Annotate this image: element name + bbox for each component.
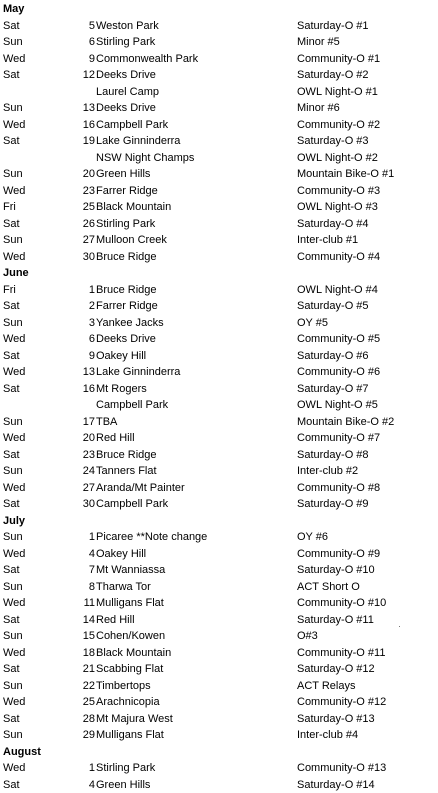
- month-heading: August: [0, 744, 438, 761]
- date-cell: 6: [76, 34, 95, 51]
- schedule-row: [0, 546, 438, 563]
- date-cell: 25: [76, 199, 95, 216]
- event-cell: Community-O #3: [297, 183, 380, 200]
- schedule-row: [0, 612, 438, 629]
- venue-cell: Arachnicopia: [96, 694, 160, 711]
- stray-mark: [399, 626, 400, 627]
- date-cell: 23: [76, 183, 95, 200]
- event-cell: OWL Night-O #5: [297, 397, 378, 414]
- event-cell: O#3: [297, 628, 318, 645]
- event-cell: Community-O #13: [297, 760, 386, 777]
- date-cell: 7: [76, 562, 95, 579]
- venue-cell: Green Hills: [96, 777, 150, 793]
- schedule-row: [0, 133, 438, 150]
- event-cell: Community-O #7: [297, 430, 380, 447]
- event-cell: Community-O #4: [297, 249, 380, 266]
- schedule-row: [0, 100, 438, 117]
- event-cell: Community-O #6: [297, 364, 380, 381]
- venue-cell: Oakey Hill: [96, 348, 146, 365]
- date-cell: 27: [76, 480, 95, 497]
- schedule-row: [0, 447, 438, 464]
- event-cell: OY #6: [297, 529, 328, 546]
- event-cell: Inter-club #2: [297, 463, 358, 480]
- day-cell: Sat: [3, 18, 20, 35]
- schedule-row: [0, 595, 438, 612]
- venue-cell: Mt Rogers: [96, 381, 147, 398]
- date-cell: 4: [76, 546, 95, 563]
- venue-cell: Farrer Ridge: [96, 298, 158, 315]
- date-cell: 17: [76, 414, 95, 431]
- day-cell: Wed: [3, 694, 25, 711]
- schedule-row: [0, 249, 438, 266]
- venue-cell: Black Mountain: [96, 199, 171, 216]
- venue-cell: Red Hill: [96, 430, 135, 447]
- venue-cell: Mt Majura West: [96, 711, 173, 728]
- schedule-row: [0, 67, 438, 84]
- date-cell: 12: [76, 67, 95, 84]
- schedule-row: [0, 777, 438, 793]
- venue-cell: Campbell Park: [96, 397, 168, 414]
- schedule-row: [0, 496, 438, 513]
- schedule-row: [0, 183, 438, 200]
- venue-cell: Lake Ginninderra: [96, 133, 180, 150]
- venue-cell: Campbell Park: [96, 117, 168, 134]
- date-cell: 26: [76, 216, 95, 233]
- date-cell: 25: [76, 694, 95, 711]
- venue-cell: Scabbing Flat: [96, 661, 163, 678]
- venue-cell: Mt Wanniassa: [96, 562, 165, 579]
- event-cell: OWL Night-O #2: [297, 150, 378, 167]
- venue-cell: TBA: [96, 414, 117, 431]
- schedule-row: [0, 579, 438, 596]
- venue-cell: Commonwealth Park: [96, 51, 198, 68]
- event-cell: Saturday-O #2: [297, 67, 369, 84]
- day-cell: Wed: [3, 364, 25, 381]
- date-cell: 1: [76, 282, 95, 299]
- schedule-row: [0, 150, 438, 167]
- venue-cell: Bruce Ridge: [96, 447, 157, 464]
- schedule-row: [0, 117, 438, 134]
- venue-cell: Oakey Hill: [96, 546, 146, 563]
- date-cell: 4: [76, 777, 95, 793]
- day-cell: Sun: [3, 727, 23, 744]
- day-cell: Sun: [3, 463, 23, 480]
- event-cell: Community-O #5: [297, 331, 380, 348]
- day-cell: Sun: [3, 529, 23, 546]
- venue-cell: Lake Ginninderra: [96, 364, 180, 381]
- date-cell: 18: [76, 645, 95, 662]
- date-cell: 13: [76, 364, 95, 381]
- event-cell: Inter-club #1: [297, 232, 358, 249]
- date-cell: 28: [76, 711, 95, 728]
- day-cell: Sat: [3, 661, 20, 678]
- venue-cell: Stirling Park: [96, 216, 155, 233]
- venue-cell: Bruce Ridge: [96, 249, 157, 266]
- event-cell: OWL Night-O #3: [297, 199, 378, 216]
- event-cell: ACT Short O: [297, 579, 360, 596]
- day-cell: Wed: [3, 249, 25, 266]
- day-cell: Sun: [3, 414, 23, 431]
- day-cell: Sat: [3, 777, 20, 793]
- month-heading: July: [0, 513, 438, 530]
- venue-cell: Stirling Park: [96, 760, 155, 777]
- date-cell: 9: [76, 51, 95, 68]
- schedule-row: [0, 34, 438, 51]
- month-heading: May: [0, 1, 438, 18]
- schedule-row: [0, 51, 438, 68]
- date-cell: 2: [76, 298, 95, 315]
- day-cell: Sun: [3, 166, 23, 183]
- event-cell: Mountain Bike-O #2: [297, 414, 394, 431]
- date-cell: 20: [76, 166, 95, 183]
- schedule-row: [0, 645, 438, 662]
- schedule-row: [0, 18, 438, 35]
- event-cell: Saturday-O #9: [297, 496, 369, 513]
- schedule-row: [0, 166, 438, 183]
- date-cell: 14: [76, 612, 95, 629]
- day-cell: Sun: [3, 232, 23, 249]
- day-cell: Sat: [3, 381, 20, 398]
- schedule-row: [0, 661, 438, 678]
- event-cell: Saturday-O #8: [297, 447, 369, 464]
- schedule-row: [0, 364, 438, 381]
- event-cell: Saturday-O #6: [297, 348, 369, 365]
- date-cell: 6: [76, 331, 95, 348]
- date-cell: 24: [76, 463, 95, 480]
- day-cell: Wed: [3, 430, 25, 447]
- event-cell: Minor #6: [297, 100, 340, 117]
- venue-cell: Cohen/Kowen: [96, 628, 165, 645]
- day-cell: Sun: [3, 579, 23, 596]
- event-cell: Saturday-O #4: [297, 216, 369, 233]
- schedule-row: [0, 298, 438, 315]
- date-cell: 30: [76, 496, 95, 513]
- event-cell: Community-O #10: [297, 595, 386, 612]
- day-cell: Sat: [3, 447, 20, 464]
- event-cell: Community-O #8: [297, 480, 380, 497]
- event-cell: Saturday-O #13: [297, 711, 375, 728]
- event-cell: OWL Night-O #4: [297, 282, 378, 299]
- day-cell: Fri: [3, 282, 16, 299]
- date-cell: 23: [76, 447, 95, 464]
- day-cell: Wed: [3, 645, 25, 662]
- event-cell: Community-O #12: [297, 694, 386, 711]
- schedule-row: [0, 232, 438, 249]
- date-cell: 29: [76, 727, 95, 744]
- venue-cell: Picaree **Note change: [96, 529, 207, 546]
- day-cell: Sun: [3, 678, 23, 695]
- venue-cell: Yankee Jacks: [96, 315, 164, 332]
- day-cell: Sat: [3, 298, 20, 315]
- date-cell: 5: [76, 18, 95, 35]
- venue-cell: Farrer Ridge: [96, 183, 158, 200]
- day-cell: Sat: [3, 711, 20, 728]
- day-cell: Wed: [3, 480, 25, 497]
- schedule-row: [0, 760, 438, 777]
- venue-cell: Deeks Drive: [96, 100, 156, 117]
- date-cell: 3: [76, 315, 95, 332]
- event-cell: OY #5: [297, 315, 328, 332]
- date-cell: 16: [76, 381, 95, 398]
- venue-cell: Mulloon Creek: [96, 232, 167, 249]
- date-cell: 16: [76, 117, 95, 134]
- venue-cell: Weston Park: [96, 18, 159, 35]
- venue-cell: NSW Night Champs: [96, 150, 194, 167]
- event-cell: Community-O #1: [297, 51, 380, 68]
- day-cell: Fri: [3, 199, 16, 216]
- date-cell: 19: [76, 133, 95, 150]
- day-cell: Sat: [3, 562, 20, 579]
- event-cell: Minor #5: [297, 34, 340, 51]
- venue-cell: Aranda/Mt Painter: [96, 480, 185, 497]
- schedule-row: [0, 430, 438, 447]
- venue-cell: Green Hills: [96, 166, 150, 183]
- date-cell: 27: [76, 232, 95, 249]
- event-cell: Mountain Bike-O #1: [297, 166, 394, 183]
- venue-cell: Black Mountain: [96, 645, 171, 662]
- schedule-row: [0, 628, 438, 645]
- schedule-row: [0, 84, 438, 101]
- venue-cell: Laurel Camp: [96, 84, 159, 101]
- schedule-row: [0, 463, 438, 480]
- day-cell: Wed: [3, 331, 25, 348]
- day-cell: Sat: [3, 67, 20, 84]
- date-cell: 15: [76, 628, 95, 645]
- day-cell: Sat: [3, 496, 20, 513]
- day-cell: Sun: [3, 315, 23, 332]
- date-cell: 9: [76, 348, 95, 365]
- schedule-row: [0, 480, 438, 497]
- venue-cell: Bruce Ridge: [96, 282, 157, 299]
- date-cell: 8: [76, 579, 95, 596]
- schedule-row: [0, 199, 438, 216]
- schedule-row: [0, 529, 438, 546]
- schedule-row: [0, 414, 438, 431]
- event-cell: Saturday-O #10: [297, 562, 375, 579]
- event-cell: Saturday-O #5: [297, 298, 369, 315]
- event-cell: ACT Relays: [297, 678, 355, 695]
- day-cell: Sun: [3, 34, 23, 51]
- schedule-row: [0, 381, 438, 398]
- day-cell: Sat: [3, 216, 20, 233]
- day-cell: Wed: [3, 51, 25, 68]
- day-cell: Wed: [3, 183, 25, 200]
- venue-cell: Mulligans Flat: [96, 727, 164, 744]
- day-cell: Sun: [3, 628, 23, 645]
- day-cell: Sun: [3, 100, 23, 117]
- venue-cell: Campbell Park: [96, 496, 168, 513]
- event-cell: Saturday-O #14: [297, 777, 375, 793]
- date-cell: 21: [76, 661, 95, 678]
- date-cell: 1: [76, 760, 95, 777]
- venue-cell: Tanners Flat: [96, 463, 157, 480]
- event-cell: Saturday-O #12: [297, 661, 375, 678]
- venue-cell: Mulligans Flat: [96, 595, 164, 612]
- event-cell: Inter-club #4: [297, 727, 358, 744]
- venue-cell: Stirling Park: [96, 34, 155, 51]
- date-cell: 30: [76, 249, 95, 266]
- schedule-row: [0, 282, 438, 299]
- event-cell: Saturday-O #11: [297, 612, 374, 629]
- event-cell: Saturday-O #1: [297, 18, 369, 35]
- date-cell: 13: [76, 100, 95, 117]
- date-cell: 1: [76, 529, 95, 546]
- schedule-row: [0, 331, 438, 348]
- day-cell: Sat: [3, 612, 20, 629]
- venue-cell: Deeks Drive: [96, 331, 156, 348]
- event-cell: Community-O #2: [297, 117, 380, 134]
- schedule-row: [0, 348, 438, 365]
- venue-cell: Deeks Drive: [96, 67, 156, 84]
- schedule-row: [0, 216, 438, 233]
- event-cell: OWL Night-O #1: [297, 84, 378, 101]
- venue-cell: Red Hill: [96, 612, 135, 629]
- day-cell: Sat: [3, 133, 20, 150]
- day-cell: Wed: [3, 546, 25, 563]
- event-cell: Community-O #11: [297, 645, 385, 662]
- event-cell: Saturday-O #3: [297, 133, 369, 150]
- month-heading: June: [0, 265, 438, 282]
- date-cell: 20: [76, 430, 95, 447]
- schedule-row: [0, 315, 438, 332]
- schedule-row: [0, 397, 438, 414]
- venue-cell: Timbertops: [96, 678, 151, 695]
- day-cell: Sat: [3, 348, 20, 365]
- schedule-row: [0, 562, 438, 579]
- schedule-row: [0, 678, 438, 695]
- schedule-row: [0, 694, 438, 711]
- event-cell: Community-O #9: [297, 546, 380, 563]
- venue-cell: Tharwa Tor: [96, 579, 151, 596]
- schedule-row: [0, 727, 438, 744]
- day-cell: Wed: [3, 760, 25, 777]
- day-cell: Wed: [3, 595, 25, 612]
- date-cell: 11: [76, 595, 95, 612]
- schedule-row: [0, 711, 438, 728]
- event-cell: Saturday-O #7: [297, 381, 369, 398]
- date-cell: 22: [76, 678, 95, 695]
- day-cell: Wed: [3, 117, 25, 134]
